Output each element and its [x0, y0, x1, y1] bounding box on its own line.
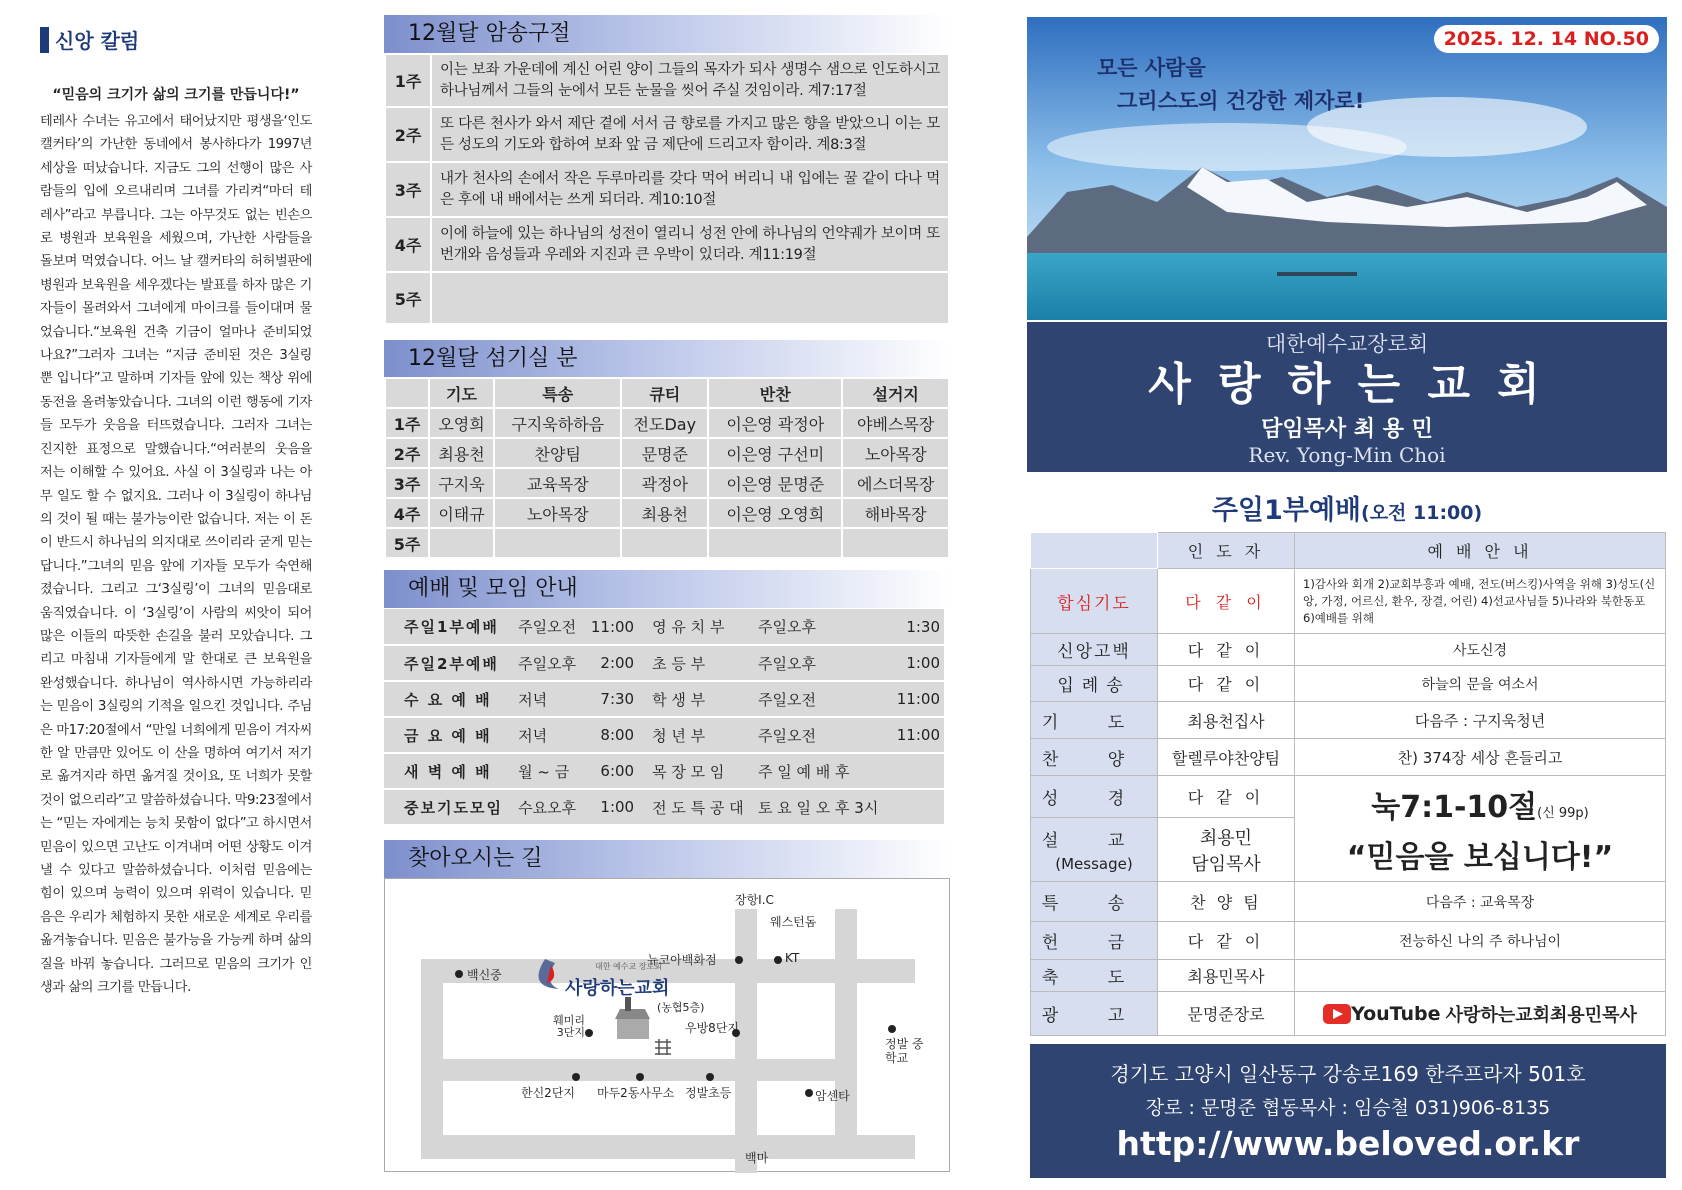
church-footer	[1030, 1044, 1666, 1178]
table-row: 5주	[385, 272, 949, 324]
table-cell: 이태규	[429, 498, 494, 528]
column-section-title: 신앙 칼럼	[40, 25, 312, 54]
map-label: 마두2동사무소	[597, 1086, 675, 1100]
title-bar-icon	[40, 27, 49, 53]
table-cell: 곽정아	[621, 468, 708, 498]
table-cell: 초 등 부	[652, 654, 706, 673]
table-cell: 중보기도모임	[404, 798, 503, 817]
youtube-play-icon	[1323, 1004, 1351, 1024]
table-cell	[429, 528, 494, 558]
table-cell: 노아목장	[842, 438, 949, 468]
column-header: 특송	[494, 378, 621, 408]
slogan-line1: 모든 사람을	[1097, 56, 1206, 80]
map-label: 뉴코아백화점	[647, 953, 717, 967]
table-row: 4주 이에 하늘에 있는 하나님의 성전이 열리니 성전 안에 하나님의 언약궤가 보이며 또 번개와 음성들과 우레와 지진과 큰 우박이 있더라. 계11:19절	[385, 217, 949, 272]
table-cell: 구지욱하하음	[494, 408, 621, 438]
map-label: 우방8단지	[685, 1021, 740, 1035]
table-row: 입례송 다 같 이 하늘의 문을 여소서	[1031, 666, 1666, 702]
memory-verse-table	[384, 53, 950, 325]
table-cell: 11:00	[896, 726, 940, 744]
table-cell: 학 생 부	[652, 690, 706, 709]
map-label: 정발 중학교	[885, 1037, 924, 1065]
church-title-block	[1027, 322, 1667, 472]
table-row: 신앙고백 다 같 이 사도신경	[1031, 634, 1666, 666]
column-header: 설거지	[842, 378, 949, 408]
worship-order-table	[1030, 532, 1666, 1036]
table-cell: 오영희	[429, 408, 494, 438]
map-label: 훼미리 3단지	[553, 1014, 585, 1039]
duty-table	[384, 377, 950, 559]
table-cell: 저녁	[518, 726, 548, 745]
table-row: 3주 내가 천사의 손에서 작은 두루마리를 갖다 먹어 버리니 내 입에는 꿀 같이 다나 먹은 후에 내 배에서는 쓰게 되더라. 계10:10절	[385, 162, 949, 217]
table-cell: 구지욱	[429, 468, 494, 498]
table-cell: 1주	[385, 408, 429, 438]
table-cell: 11:00	[590, 617, 635, 636]
table-cell: 주 일 예 배 후	[757, 762, 850, 781]
table-row	[384, 645, 944, 681]
table-row	[385, 408, 949, 438]
table-cell: 찬양팀	[494, 438, 621, 468]
issue-date-badge: 2025. 12. 14 NO.50	[1434, 25, 1659, 53]
address: 경기도 고양시 일산동구 강송로169 한주프라자 501호	[1110, 1062, 1586, 1086]
table-row: 성 경 다 같 이 눅7:1-10절(신 99p) “믿음을 보십니다!”	[1031, 776, 1666, 818]
table-cell: 전 도 특 공 대	[652, 798, 744, 817]
services-header: 예배 및 모임 안내	[384, 570, 950, 608]
table-cell: 주일오후	[518, 654, 577, 673]
table-cell: 수 요 예 배	[404, 690, 492, 709]
website-link[interactable]: http://www.beloved.or.kr	[1116, 1124, 1580, 1163]
map-roads	[385, 879, 951, 1173]
table-cell: 해바목장	[842, 498, 949, 528]
table-row: 합심기도 다 같 이 1)감사와 회개 2)교회부흥과 예배, 전도(버스킹)사역을 위해 3)성도(신앙, 가정, 어르신, 환우, 장결, 어린) 4)선교사님들 5)나라와 북한동포 6)예배를 위해	[1031, 569, 1666, 634]
table-cell: 청 년 부	[652, 726, 706, 745]
column-header	[385, 378, 429, 408]
staff-contact: 장로 : 문명준 협동목사 : 임승철 031)906-8135	[1145, 1097, 1551, 1119]
table-row	[385, 528, 949, 558]
table-cell: 최용천	[429, 438, 494, 468]
table-cell: 11:00	[896, 690, 940, 708]
table-cell	[494, 528, 621, 558]
table-cell: 수요오후	[518, 798, 577, 817]
column-title: “믿음의 크기가 삶의 크기를 만듭니다!”	[52, 87, 300, 103]
table-row: 기 도 최용천집사 다음주 : 구지욱청년	[1031, 702, 1666, 739]
map-label: 대한 예수교 장로회	[595, 962, 662, 971]
table-cell: 1:30	[906, 617, 940, 636]
table-cell: 이은영 곽정아	[708, 408, 842, 438]
table-cell	[890, 753, 944, 789]
table-cell: 5주	[385, 528, 429, 558]
table-cell: 이은영 문명준	[708, 468, 842, 498]
map-label: 웨스턴돔	[770, 915, 817, 929]
map-label: 백마	[745, 1151, 769, 1165]
worship-title: 주일1부예배(오전 11:00)	[1211, 495, 1483, 526]
table-cell: 1:00	[600, 798, 635, 816]
table-row: 광 고 문명준장로 YouTube 사랑하는교회최용민목사	[1031, 992, 1666, 1036]
memory-verse-header: 12월달 암송구절	[384, 15, 950, 53]
table-cell: 이은영 구선미	[708, 438, 842, 468]
table-cell: 저녁	[518, 690, 548, 709]
denomination: 대한예수교장로회	[1265, 332, 1429, 356]
table-cell: 주일오전	[518, 618, 577, 636]
table-row	[384, 717, 944, 753]
table-cell: 주일오후	[757, 654, 816, 673]
table-cell: 7:30	[600, 690, 635, 708]
table-cell: 주일1부예배	[404, 618, 499, 636]
table-row: 인 도 자 예 배 안 내	[1031, 533, 1666, 569]
column-header: 반찬	[708, 378, 842, 408]
column-body: 테레사 수녀는 유고에서 태어났지만 평생을‘인도 캘커타’의 가난한 동네에서 봉사하다가 1997년 세상을 떠났습니다. 지금도 그의 선행이 많은 사람들의 입에 오르내리며 그녀를 가리켜“마더 테레사”라고 부릅니다. 그는 아무것도 없는 빈손으로 병원과 보육원을 세웠으며, 가난한 사람들을 돌보며 먹였습니다. 어느 날 캘커타의 허허벌판에 병원과 보육원을 세우겠다는 발표를 하자 많은 기자들이 몰려와서 그녀에게 마이크를 들이대며 물었습니다.“보육원 건축 기금이 얼마나 준비되었나요?”그러자 그녀는 “지금 준비된 것은 3실링 뿐 입니다”고 말하며 기자들 앞에 있는 책상 위에 동전을 올려놓았습니다. 그녀의 이런 행동에 기자들 모두가 웃음을 터뜨렸습니다. 그러자 그녀는 진지한 표정으로 말했습니다.“여러분의 웃음을 저는 이해할 수 있어요. 사실 이 3실링과 나는 아무 일도 할 수 없지요. 그러나 이 3실링이 하나님의 것이 될 때는 불가능이란 없습니다. 저는 이 돈이 반드시 하나님의 의지대로 쓰이리라 굳게 믿는답니다.”그녀의 믿음 앞에 기자들 모두가 숙연해졌습니다. 그리고 그‘3실링’이 그녀의 믿음대로 움직였습니다. 이 ‘3실링’이 사람의 씨앗이 되어 많은 이들의 따뜻한 손길을 불러 모았습니다. 그리고 마침내 기자들에게 말 한대로 큰 보육원을 완성했습니다. 하나님이 역사하시면 가능하리라는 믿음이 3실링의 기적을 일으킨 것입니다. 주님은 마17:20절에서 “만일 너희에게 믿음이 겨자씨 한 알 만큼만 있어도 이 산을 명하여 여기서 저기로 옮겨지라 하면 옮겨질 것이요, 또 너희가 못할 것이 없으리라”고 말씀하셨습니다. 막9:23절에서는 “믿는 자에게는 능치 못함이 없다”고 하시면서 믿음이 있으면 고난도 이겨내며 어떤 상황도 이겨낼 수 있다고 말씀하셨습니다. 이처럼 믿음에는 힘이 있으며 능력이 있으며 위력이 있습니다. 믿음은 우리가 체험하지 못한 새로운 세계로 우리를 옮겨놓습니다. 믿음은 불가능을 가능케 하며 삶의 질을 바꿔 놓습니다. 그러므로 믿음의 크기가 인생과 삶의 크기를 만듭니다.	[40, 114, 312, 996]
table-row	[384, 753, 944, 789]
map-label: KT	[785, 951, 800, 965]
table-cell	[621, 528, 708, 558]
map-label: 한신2단지	[521, 1086, 576, 1100]
duty-header: 12월달 섬기실 분	[384, 340, 950, 378]
column-header: 큐티	[621, 378, 708, 408]
cover-banner	[1027, 17, 1667, 320]
slogan-line2: 그리스도의 건강한 제자로!	[1117, 89, 1365, 113]
table-cell: 교육목장	[494, 468, 621, 498]
table-cell: 새 벽 예 배	[404, 762, 492, 781]
table-row: 헌 금 다 같 이 전능하신 나의 주 하나님이	[1031, 922, 1666, 960]
table-cell: 월 ~ 금	[518, 762, 570, 781]
pastor-name-en: Rev. Yong-Min Choi	[1248, 443, 1446, 467]
table-cell: 문명준	[621, 438, 708, 468]
map-header: 찾아오시는 길	[384, 840, 950, 878]
table-row: 1주 이는 보좌 가운데에 계신 어린 양이 그들의 목자가 되사 생명수 샘으로 인도하시고 하나님께서 그들의 눈에서 모든 눈물을 씻어 주실 것임이라. 계7:17절	[385, 54, 949, 107]
map-label: 장항I.C	[735, 893, 774, 907]
table-header-row	[385, 378, 949, 408]
table-row	[384, 681, 944, 717]
table-cell: 영 유 치 부	[652, 618, 725, 636]
location-map	[384, 878, 950, 1172]
sermon-cell: 눅7:1-10절(신 99p) “믿음을 보십니다!”	[1295, 776, 1666, 882]
table-row	[384, 789, 944, 825]
table-row: 설 교 (Message) 최용민 담임목사	[1031, 818, 1666, 882]
table-cell: 2주	[385, 438, 429, 468]
map-label: 암센타	[815, 1089, 850, 1103]
map-label: 백신중	[467, 968, 502, 982]
table-cell: 이은영 오영희	[708, 498, 842, 528]
table-cell: 3주	[385, 468, 429, 498]
services-table	[384, 609, 944, 826]
table-cell: 전도Day	[621, 408, 708, 438]
youtube-channel[interactable]: YouTube 사랑하는교회최용민목사	[1295, 992, 1666, 1036]
map-label: (농협5층)	[657, 1001, 705, 1014]
table-row	[385, 438, 949, 468]
table-row: 축 도 최용민목사	[1031, 960, 1666, 992]
faith-column	[40, 25, 312, 1175]
table-row	[385, 468, 949, 498]
table-cell: 주일오전	[757, 690, 816, 709]
table-cell: 주일2부예배	[404, 654, 499, 673]
table-cell: 토 요 일 오 후 3시	[757, 798, 879, 817]
table-row: 특 송 찬 양 팀 다음주 : 교육목장	[1031, 882, 1666, 922]
table-cell: 8:00	[600, 726, 635, 744]
church-name: 사 랑 하 는 교 회	[1148, 359, 1546, 410]
pastor-name: 담임목사 최 용 민	[1261, 417, 1433, 442]
table-row	[385, 498, 949, 528]
table-cell: 노아목장	[494, 498, 621, 528]
table-cell: 목 장 모 임	[652, 762, 725, 781]
table-cell: 최용천	[621, 498, 708, 528]
table-cell	[708, 528, 842, 558]
table-cell	[890, 789, 944, 825]
table-cell: 금 요 예 배	[404, 726, 492, 745]
sermon-title: “믿음을 보십니다!”	[1346, 839, 1614, 875]
map-church-name: 사랑하는교회	[565, 978, 670, 999]
table-cell: 주일오후	[757, 618, 816, 636]
table-cell: 2:00	[600, 654, 635, 672]
table-cell: 에스더목장	[842, 468, 949, 498]
map-label: 정발초등	[685, 1086, 732, 1100]
column-header: 기도	[429, 378, 494, 408]
table-row	[384, 609, 944, 645]
table-cell: 주일오전	[757, 726, 816, 745]
church-building-icon	[615, 997, 650, 1039]
scripture-ref: 눅7:1-10절	[1371, 789, 1538, 825]
table-cell	[842, 528, 949, 558]
table-row: 찬 양 할렐루야찬양팀 찬) 374장 세상 흔들리고	[1031, 739, 1666, 776]
table-row: 2주 또 다른 천사가 와서 제단 곁에 서서 금 향로를 가지고 많은 향을 받았으니 이는 모든 성도의 기도와 합하여 보좌 앞 금 제단에 드리고자 함이라. 계8:3절	[385, 107, 949, 162]
table-cell: 야베스목장	[842, 408, 949, 438]
table-cell: 4주	[385, 498, 429, 528]
table-cell: 6:00	[600, 762, 635, 780]
table-cell: 1:00	[906, 654, 940, 672]
